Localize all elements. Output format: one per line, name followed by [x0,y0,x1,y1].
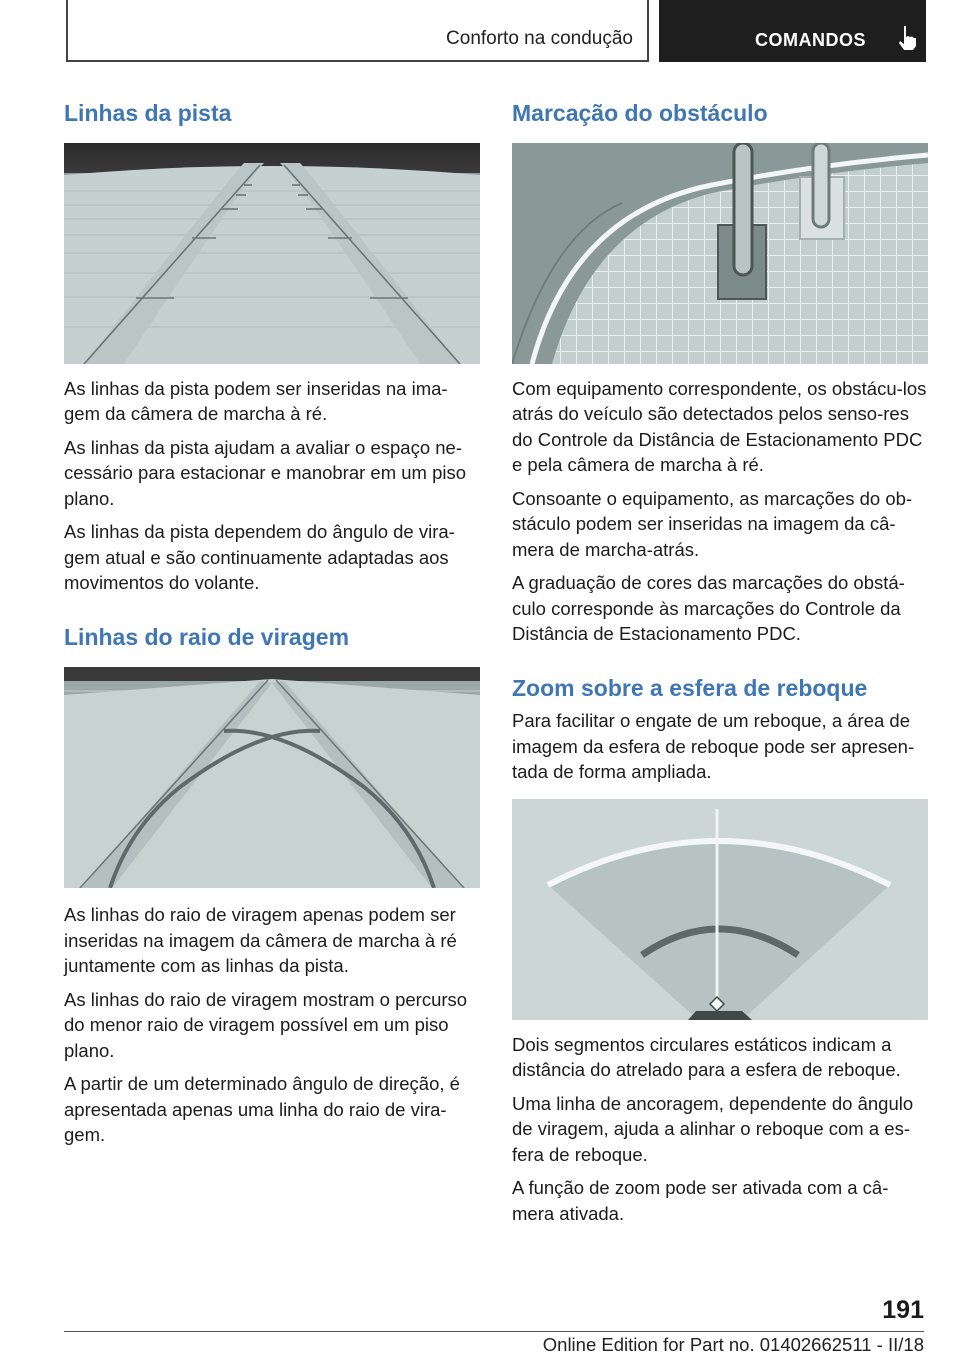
page-number: 191 [882,1296,924,1324]
paragraph: As linhas do raio de viragem mostram o percurso do menor raio de viragem possível em um piso plano. [64,988,468,1061]
right-column [512,100,928,1234]
chapter-tab [659,0,926,62]
zoom-intro: Para facilitar o engate de um reboque, a área de imagem da esfera de reboque pode ser apresen-tada de forma ampliada. [512,710,915,783]
running-header-section [66,0,649,62]
paragraph: As linhas da pista dependem do ângulo de vira-gem atual e são continuamente adaptadas aos movimentos do volante. [64,521,455,594]
zoom-heading: Zoom sobre a esfera de reboque [512,674,868,701]
turning-radius-heading: Linhas do raio de viragem [64,623,350,650]
edition-note: Online Edition for Part no. 01402662511 - II/18 [542,1334,924,1355]
paragraph: As linhas da pista ajudam a avaliar o espaço ne-cessário para estacionar e manobrar em um piso plano. [64,436,467,509]
section-title: Conforto na condução [446,28,633,49]
turning-radius-body [64,902,480,1148]
left-column [64,100,480,1156]
paragraph: A partir de um determinado ângulo de direção, é apresentada apenas uma linha do raio de vira-gem. [64,1073,460,1146]
paragraph: Com equipamento correspondente, os obstácu-los atrás do veículo são detectados pelos senso-res do Controle da Distância de Estacionamento PDC e pela câmera de marcha à ré. [512,377,927,476]
obstacle-marking-figure [512,143,928,364]
paragraph: As linhas do raio de viragem apenas podem ser inseridas na imagem da câmera de marcha à ré juntamente com as linhas da pista. [64,904,457,977]
pointing-hand-icon [895,24,919,52]
paragraph: Dois segmentos circulares estáticos indicam a distância do atrelado para a esfera de reboque. [512,1033,901,1081]
lane-lines-body [64,376,480,596]
obstacle-heading: Marcação do obstáculo [512,100,768,126]
lane-lines-heading: Linhas da pista [64,100,232,126]
chapter-title: COMANDOS [755,30,866,50]
turning-radius-figure [64,667,480,888]
paragraph: A função de zoom pode ser ativada com a câ-mera ativada. [512,1177,889,1224]
lane-lines-figure [64,143,480,364]
paragraph: As linhas da pista podem ser inseridas na ima-gem da câmera de marcha à ré. [64,377,448,425]
paragraph: A graduação de cores das marcações do obstá-culo corresponde às marcações do Controle da Distância de Estacionamento PDC. [512,572,905,645]
paragraph: Uma linha de ancoragem, dependente do ângulo de viragem, ajuda a alinhar o reboque com a es-fera de reboque. [512,1092,914,1165]
tow-ball-zoom-figure [512,799,928,1020]
footer-divider [64,1331,924,1332]
obstacle-body [512,376,928,647]
zoom-body [512,1032,928,1227]
paragraph: Consoante o equipamento, as marcações do ob-stáculo podem ser inseridas na imagem da câ-mera de marcha-atrás. [512,487,913,560]
